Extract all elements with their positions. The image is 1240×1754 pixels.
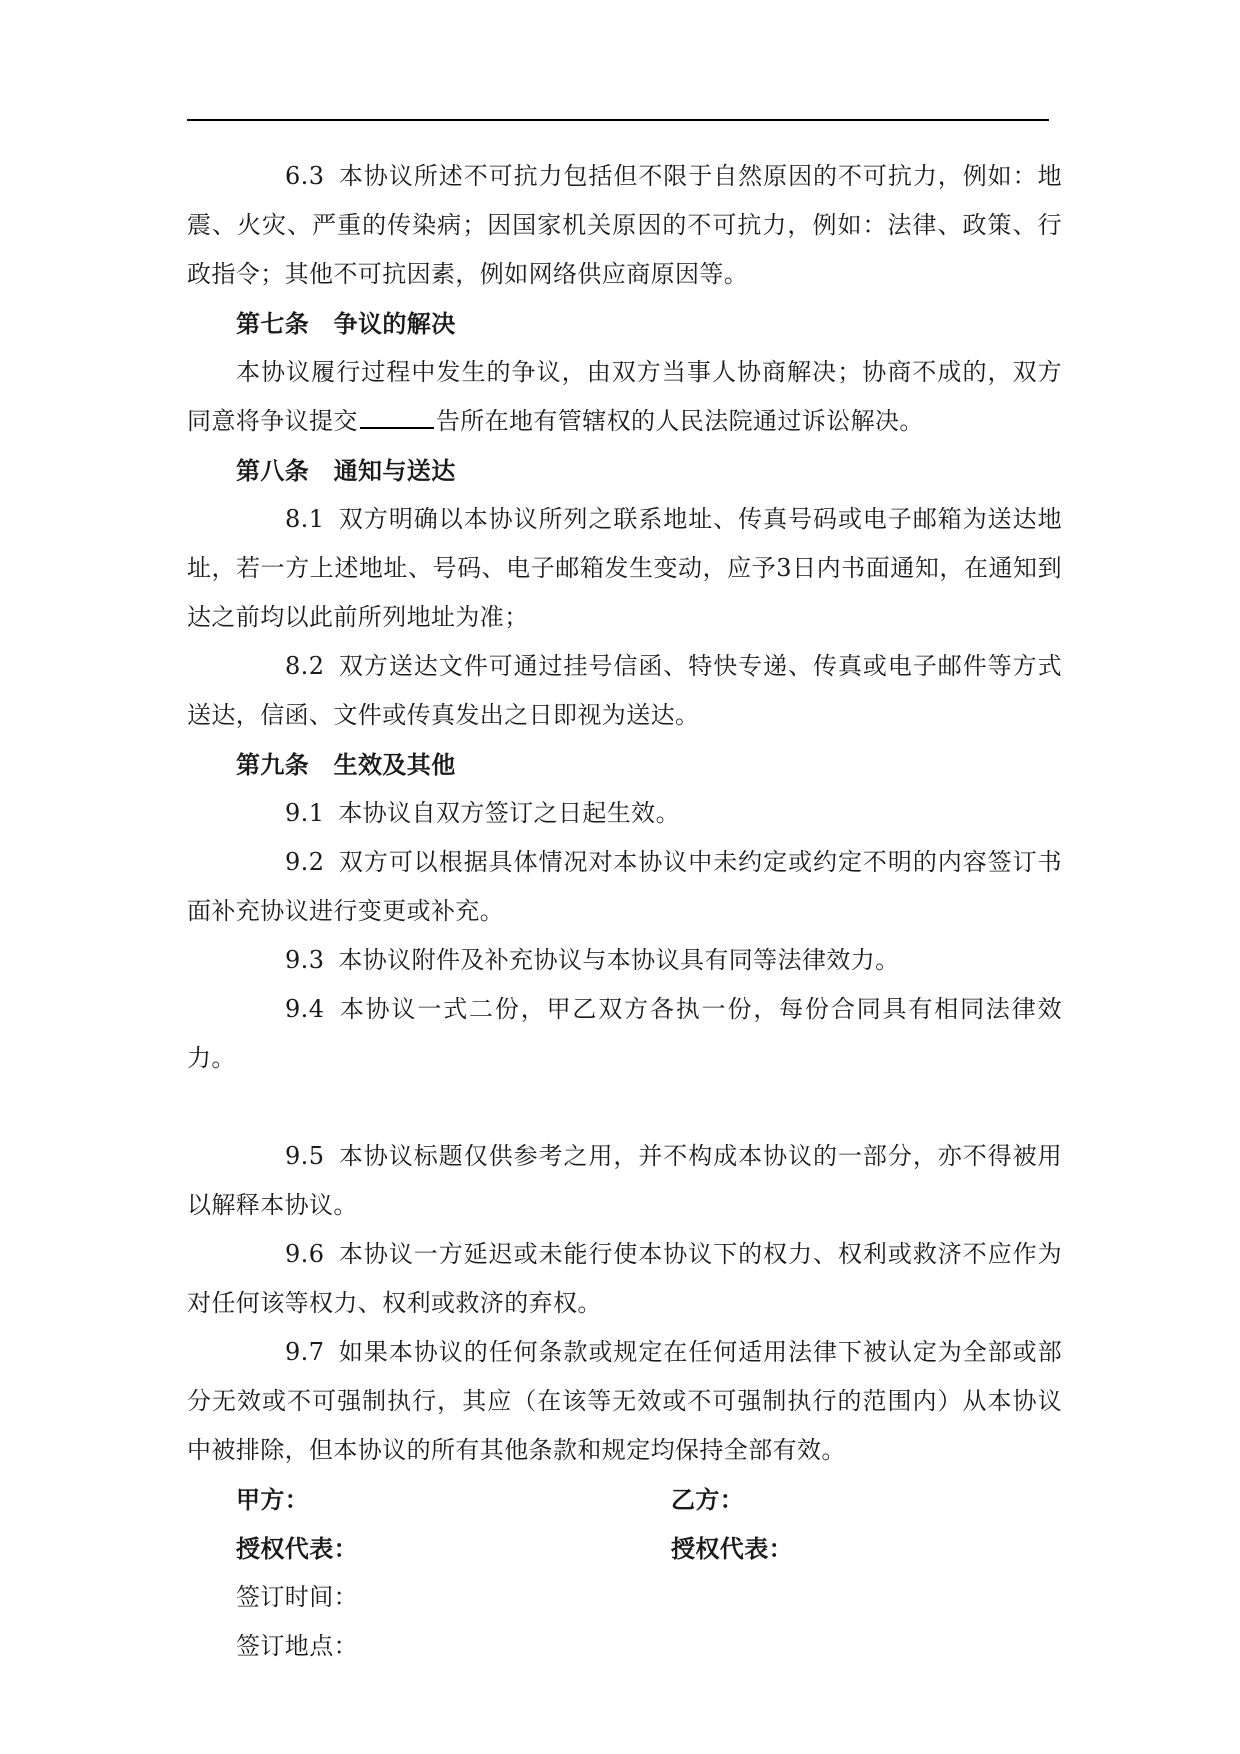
clause-8-2 (187, 642, 1062, 740)
clause-9-2 (187, 838, 1062, 936)
rep-b-label: 授权代表： (671, 1534, 793, 1563)
clause-text: 本协议一式二份，甲乙双方各执一份，每份合同具有相同法律效力。 (187, 995, 1062, 1072)
clause-number: 9.1 (285, 799, 325, 827)
clause-text: 本协议附件及补充协议与本协议具有同等法律效力。 (338, 946, 900, 974)
article-9-heading: 第九条 生效及其他 (236, 750, 456, 779)
clause-number: 6.3 (285, 162, 325, 190)
clause-text: 双方可以根据具体情况对本协议中未约定或约定不明的内容签订书面补充协议进行变更或补充。 (187, 848, 1062, 925)
clause-text: 本协议标题仅供参考之用，并不构成本协议的一部分，亦不得被用以解释本协议。 (187, 1142, 1062, 1219)
clause-8-1 (187, 495, 1062, 642)
clause-number: 9.6 (285, 1240, 325, 1268)
rep-a-label: 授权代表： (236, 1534, 358, 1563)
clause-text: 本协议所述不可抗力包括但不限于自然原因的不可抗力，例如：地震、火灾、严重的传染病；因国家机关原因的不可抗力，例如：法律、政策、行政指令；其他不可抗因素，例如网络供应商原因等。 (187, 162, 1062, 288)
clause-6-3 (187, 152, 1062, 299)
clause-number: 8.2 (285, 652, 325, 680)
clause-9-4 (187, 985, 1062, 1083)
clause-text: 如果本协议的任何条款或规定在任何适用法律下被认定为全部或部分无效或不可强制执行，其应（在该等无效或不可强制执行的范围内）从本协议中被排除，但本协议的所有其他条款和规定均保持全部有效。 (187, 1338, 1062, 1464)
clause-9-1 (187, 789, 1062, 838)
clause-text: 双方明确以本协议所列之联系地址、传真号码或电子邮箱为送达地址，若一方上述地址、号码、电子邮箱发生变动，应予3日内书面通知，在通知到达之前均以此前所列地址为准； (187, 505, 1062, 631)
representative-row (187, 1524, 1062, 1573)
clause-9-5 (187, 1132, 1062, 1230)
blank-line (187, 1083, 1062, 1132)
article-7-text-part2: 告所在地有管辖权的人民法院通过诉讼解决。 (435, 407, 924, 435)
court-fill-blank[interactable] (360, 401, 434, 429)
clause-number: 9.3 (285, 946, 325, 974)
clause-text: 本协议一方延迟或未能行使本协议下的权力、权利或救济不应作为对任何该等权力、权利或救济的弃权。 (187, 1240, 1062, 1317)
signing-place-label: 签订地点： (236, 1632, 358, 1660)
clause-text: 本协议自双方签订之日起生效。 (338, 799, 680, 827)
clause-number: 9.4 (285, 995, 325, 1023)
clause-number: 9.5 (285, 1142, 325, 1170)
article-7-text-part1: 本协议履行过程中发生的争议，由双方当事人协商解决；协商不成的，双方同意将争议提交 (187, 358, 1062, 435)
article-7-text (187, 348, 1062, 446)
header-rule (187, 119, 1049, 121)
document-body (187, 152, 1062, 1671)
clause-9-6 (187, 1230, 1062, 1328)
signing-date-label: 签订时间： (236, 1583, 358, 1611)
clause-number: 8.1 (285, 505, 325, 533)
party-b-label: 乙方： (671, 1485, 745, 1514)
article-7-heading: 第七条 争议的解决 (236, 309, 456, 338)
clause-number: 9.2 (285, 848, 325, 876)
article-8-heading: 第八条 通知与送达 (236, 456, 456, 485)
clause-9-3 (187, 936, 1062, 985)
clause-number: 9.7 (285, 1338, 325, 1366)
party-row (187, 1475, 1062, 1524)
party-a-label: 甲方： (236, 1485, 310, 1514)
clause-9-7 (187, 1328, 1062, 1475)
clause-text: 双方送达文件可通过挂号信函、特快专递、传真或电子邮件等方式送达，信函、文件或传真发出之日即视为送达。 (187, 652, 1062, 729)
